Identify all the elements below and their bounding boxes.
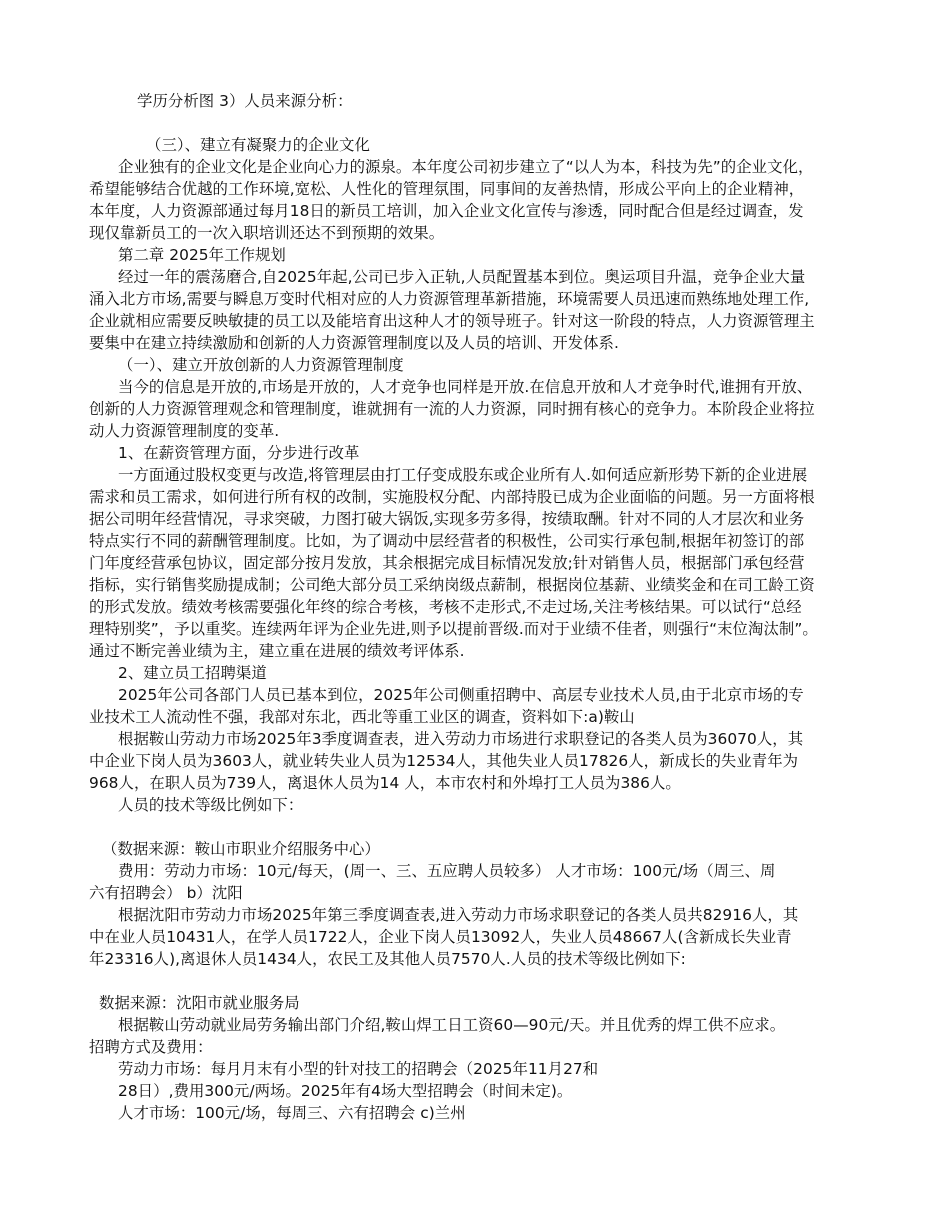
text-line: 业技术工人流动性不强，我部对东北，西北等重工业区的调查，资料如下:a)鞍山 (89, 708, 635, 726)
text-line: 学历分析图 3）人员来源分析： (137, 92, 353, 110)
text-line: 根据鞍山劳动力市场2025年3季度调查表，进入劳动力市场进行求职登记的各类人员为36070人，其 (118, 730, 804, 748)
text-line: 人才市场：100元/场，每周三、六有招聘会 c)兰州 (118, 1104, 466, 1122)
text-line: 门年度经营承包协议，固定部分按月发放，其余根据完成目标情况发放;针对销售人员，根据部门承包经营 (89, 554, 805, 572)
text-line: 据公司明年经营情况，寻求突破，力图打破大锅饭,实现多劳多得，按绩取酬。针对不同的人才层次和业务 (89, 510, 805, 528)
text-line: 经过一年的震荡磨合,自2025年起,公司已步入正轨,人员配置基本到位。奥运项目升温，竞争企业大量 (118, 268, 806, 286)
text-line: 企业独有的企业文化是企业向心力的源泉。本年度公司初步建立了“以人为本，科技为先”的企业文化， (118, 158, 814, 176)
chapter-heading: 第二章 2025年工作规划 (118, 246, 286, 264)
text-line: 中企业下岗人员为3603人，就业转失业人员为12534人，其他失业人员17826人，新成长的失业青年为 (89, 752, 799, 770)
text-line: 要集中在建立持续激励和创新的人力资源管理制度以及人员的培训、开发体系. (89, 334, 619, 352)
data-source-note: （数据来源：鞍山市职业介绍服务中心） (102, 840, 380, 858)
text-line: 一方面通过股权变更与改造,将管理层由打工仔变成股东或企业所有人.如何适应新形势下新的企业进展 (118, 466, 808, 484)
text-line: 968人，在职人员为739人，离退休人员为14 人，本市农村和外埠打工人员为386人。 (89, 774, 681, 792)
text-line: 本年度，人力资源部通过每月18日的新员工培训，加入企业文化宣传与渗透，同时配合但是经过调查，发 (89, 202, 804, 220)
text-line: 招聘方式及费用： (89, 1038, 213, 1056)
text-line: 根据鞍山劳动就业局劳务输出部门介绍,鞍山焊工日工资60—90元/天。并且优秀的焊工供不应求。 (118, 1016, 786, 1034)
text-line: 现仅靠新员工的一次入职培训还达不到预期的效果。 (89, 224, 445, 242)
text-line: 根据沈阳市劳动力市场2025年第三季度调查表,进入劳动力市场求职登记的各类人员共82916人，其 (118, 906, 799, 924)
text-line: 涌入北方市场,需要与瞬息万变时代相对应的人力资源管理革新措施，环境需要人员迅速而熟练地处理工作, (89, 290, 810, 308)
text-line: 六有招聘会） b）沈阳 (89, 884, 243, 902)
text-line: 通过不断完善业绩为主，建立重在进展的绩效考评体系. (89, 642, 465, 660)
text-line: 需求和员工需求，如何进行所有权的改制，实施股权分配、内部持股已成为企业面临的问题。另一方面将根 (89, 488, 815, 506)
subsection-heading: 2、建立员工招聘渠道 (118, 664, 267, 682)
text-line: 指标，实行销售奖励提成制；公司绝大部分员工采纳岗级点薪制，根据岗位基薪、业绩奖金和在司工龄工资 (89, 576, 815, 594)
text-line: 企业就相应需要反映敏捷的员工以及能培育出这种人才的领导班子。针对这一阶段的特点，人力资源管理主 (89, 312, 815, 330)
section-heading: （一）、建立开放创新的人力资源管理制度 (118, 356, 404, 374)
text-line: 的形式发放。绩效考核需要强化年终的综合考核，考核不走形式,不走过场,关注考核结果。可以试行“总经 (89, 598, 802, 616)
section-heading: （三）、建立有凝聚力的企业文化 (146, 136, 370, 154)
text-line: 理特别奖”，予以重奖。连续两年评为企业先进,则予以提前晋级.而对于业绩不佳者，则强行“末位淘汰制”。 (89, 620, 818, 638)
text-line: 希望能够结合优越的工作环境,宽松、人性化的管理氛围，同事间的友善热情，形成公平向上的企业精神， (89, 180, 805, 198)
text-line: 劳动力市场：每月月末有小型的针对技工的招聘会（2025年11月27和 (118, 1060, 599, 1078)
data-source-note: 数据来源：沈阳市就业服务局 (99, 994, 300, 1012)
text-line: 费用：劳动力市场：10元/每天，(周一、三、五应聘人员较多） 人才市场：100元/场（周三、周 (118, 862, 776, 880)
text-line: 中在业人员10431人，在学人员1722人，企业下岗人员13092人，失业人员48667人(含新成长失业青 (89, 928, 792, 946)
text-line: 当今的信息是开放的,市场是开放的，人才竞争也同样是开放.在信息开放和人才竞争时代,谁拥有开放、 (118, 378, 813, 396)
text-line: 28日）,费用300元/两场。2025年有4场大型招聘会（时间未定)。 (118, 1082, 573, 1100)
text-line: 特点实行不同的薪酬管理制度。比如，为了调动中层经营者的积极性，公司实行承包制,根据年初签订的部 (89, 532, 805, 550)
text-line: 2025年公司各部门人员已基本到位，2025年公司侧重招聘中、高层专业技术人员,由于北京市场的专 (118, 686, 804, 704)
text-line: 年23316人),离退休人员1434人，农民工及其他人员7570人.人员的技术等级比例如下: (89, 950, 686, 968)
subsection-heading: 1、在薪资管理方面，分步进行改革 (118, 444, 360, 462)
text-line: 人员的技术等级比例如下： (118, 796, 304, 814)
text-line: 创新的人力资源管理观念和管理制度，谁就拥有一流的人力资源，同时拥有核心的竞争力。本阶段企业将拉 (89, 400, 815, 418)
text-line: 动人力资源管理制度的变革. (89, 422, 280, 440)
